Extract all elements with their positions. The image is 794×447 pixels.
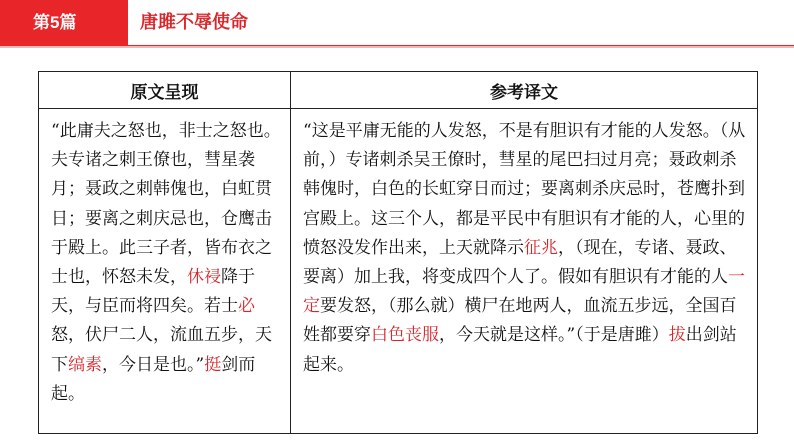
highlighted-term: 白色丧服: [371, 325, 439, 346]
text-run: 要发怒，（那么就）横尸在地两人，血流五步远，全国百姓都要穿: [303, 296, 737, 346]
text-run: 怒，伏尸二人，流血五步，天下: [51, 325, 272, 375]
text-run: 降于天，与臣而将四矣。若士: [51, 267, 255, 317]
text-run: “此庸夫之怒也，非士之怒也。夫专诸之刺王僚也，彗星袭月；聂政之刺韩傀也，白虹贯日；要离之刺庆忌也，仓鹰击于殿上。此三子者，皆布衣之士也，怀怒未发，: [51, 121, 281, 288]
original-text-cell: [39, 109, 291, 434]
text-run: “这是平庸无能的人发怒，不是有胆识有才能的人发怒。（从前，）专诸刺杀吴王僚时，彗星的尾巴扫过月亮；聂政刺杀韩傀时，白色的长虹穿日而过；要离刺杀庆忌时，苍鹰扑到宫殿上。这三个人，都是平民中有胆识有才能的人，心里的愤怒没发作出来，上天就降示: [303, 121, 746, 258]
text-run: 剑而起。: [51, 354, 256, 404]
translation-cell: [291, 109, 758, 434]
text-run: ，今天就是这样。”（于是唐雎）: [439, 325, 669, 346]
translation-header: 参考译文: [291, 72, 758, 109]
table-row: [39, 109, 758, 434]
highlighted-term: 挺: [204, 354, 222, 375]
highlighted-term: 一定: [303, 267, 745, 317]
text-run: 出剑站起来。: [303, 325, 737, 375]
highlighted-term: 征兆: [524, 237, 558, 258]
highlighted-term: 必: [238, 296, 255, 317]
text-run: ，（现在，专诸、聂政、要离）加上我，将变成四个人了。假如有胆识有才能的人: [303, 237, 737, 288]
original-text-header: 原文呈现: [39, 72, 291, 109]
header-underline: [0, 46, 794, 48]
table-header-row: [39, 72, 758, 109]
chapter-label: 第5篇: [0, 0, 128, 46]
page-title: 唐雎不辱使命: [140, 12, 248, 33]
highlighted-term: 缟素: [68, 354, 102, 375]
text-run: ，今日是也。”: [102, 354, 205, 375]
highlighted-term: 休祲: [187, 267, 221, 288]
highlighted-term: 拔: [668, 325, 686, 346]
comparison-table: [38, 71, 758, 434]
top-bar: [0, 0, 794, 48]
